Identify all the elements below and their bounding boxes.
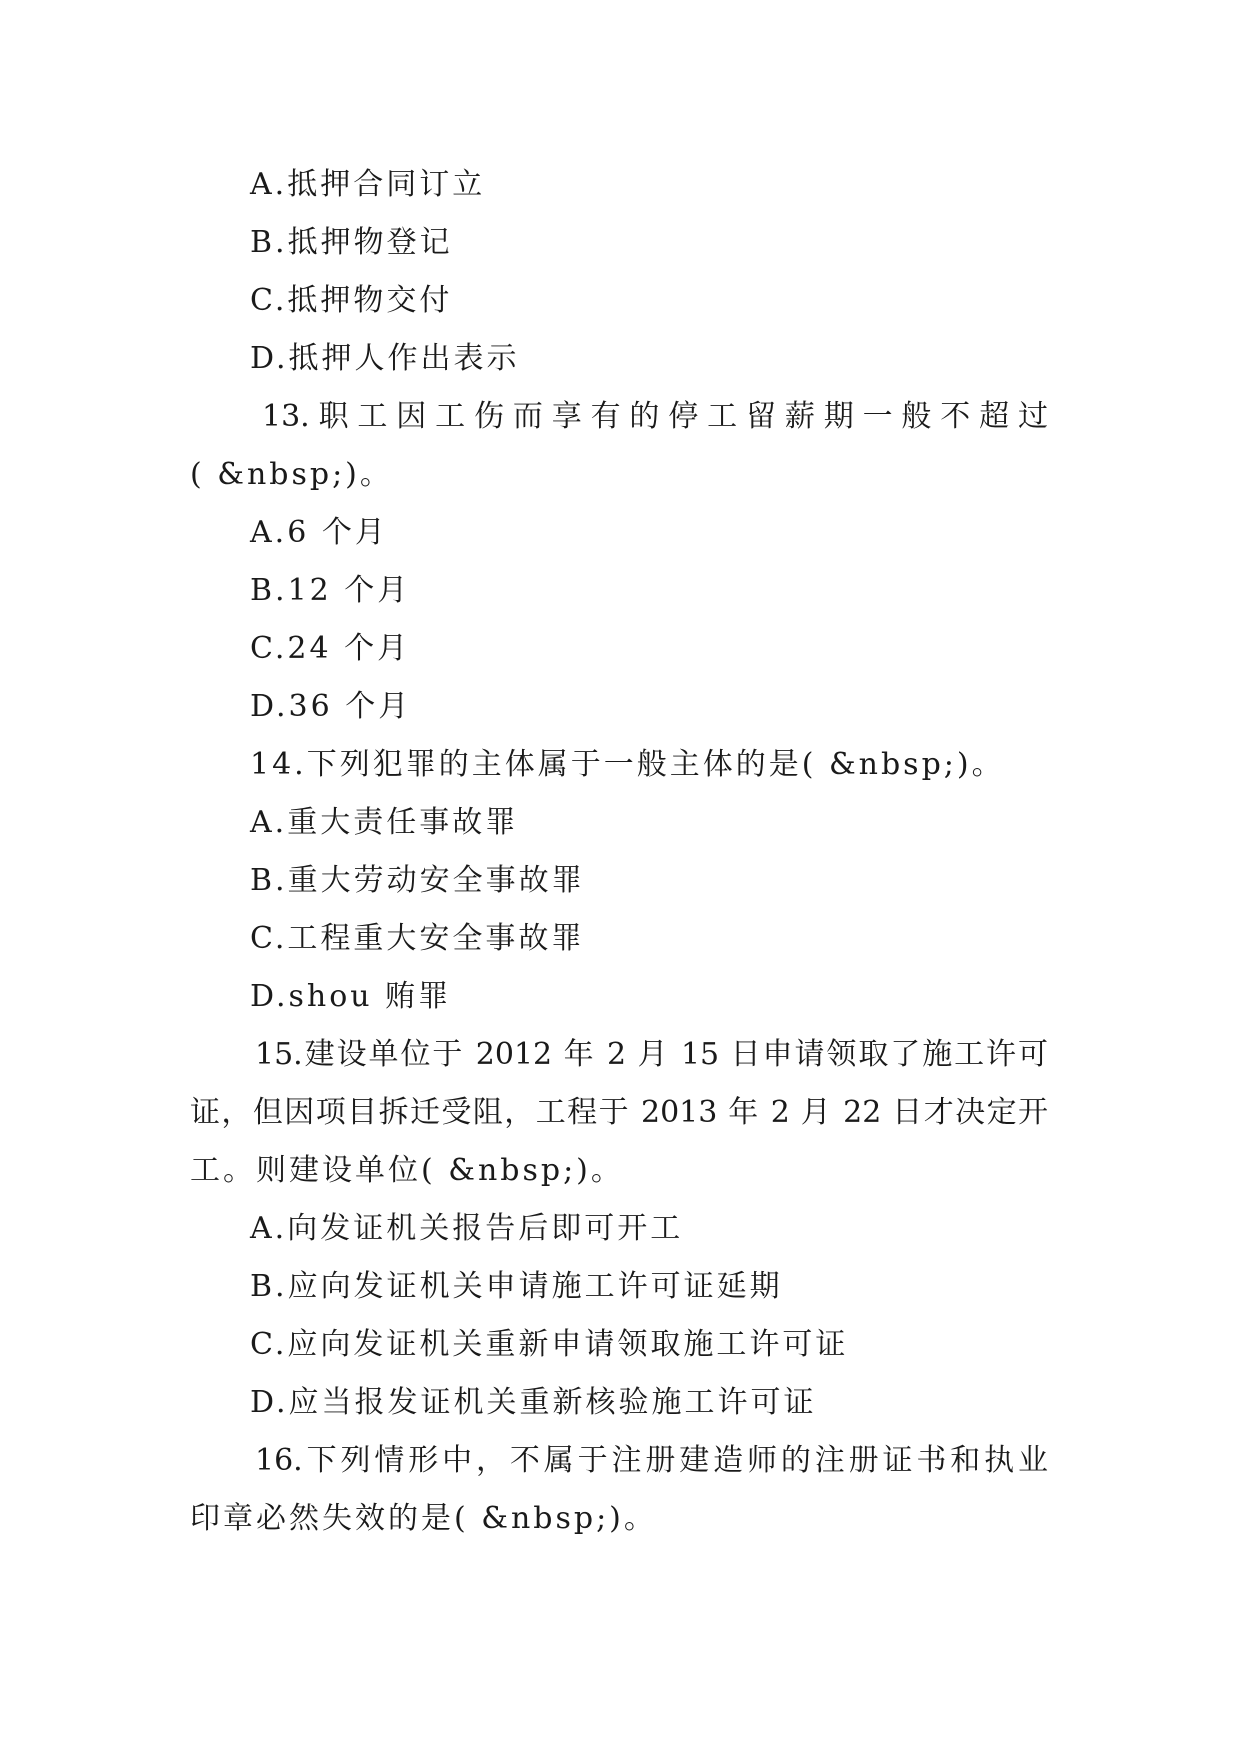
question-15-line-3: 工。则建设单位( &nbsp;)。 (190, 1153, 624, 1188)
option-b-q13: B.12 个月 (250, 573, 411, 608)
option-b-q15: B.应向发证机关申请施工许可证延期 (250, 1269, 783, 1304)
question-13-line-2: ( &nbsp;)。 (190, 457, 393, 492)
option-a-q12: A.抵押合同订立 (250, 167, 486, 202)
option-d-q14: D.shou 贿罪 (250, 979, 452, 1014)
option-d-q12: D.抵押人作出表示 (250, 341, 520, 376)
question-16-line-2: 印章必然失效的是( &nbsp;)。 (190, 1501, 657, 1536)
option-c-q14: C.工程重大安全事故罪 (250, 921, 585, 956)
question-16-line-1: 16.下列情形中，不属于注册建造师的注册证书和执业 (255, 1443, 1048, 1478)
question-13-line-1: 13.职工因工伤而享有的停工留薪期一般不超过 (262, 399, 1048, 434)
option-b-q14: B.重大劳动安全事故罪 (250, 863, 585, 898)
question-15-line-2: 证，但因项目拆迁受阻，工程于 2013 年 2 月 22 日才决定开 (190, 1095, 1048, 1130)
option-d-q13: D.36 个月 (250, 689, 412, 724)
option-a-q14: A.重大责任事故罪 (250, 805, 519, 840)
option-c-q12: C.抵押物交付 (250, 283, 453, 318)
question-15-line-1: 15.建设单位于 2012 年 2 月 15 日申请领取了施工许可 (255, 1037, 1048, 1072)
option-d-q15: D.应当报发证机关重新核验施工许可证 (250, 1385, 817, 1420)
option-c-q15: C.应向发证机关重新申请领取施工许可证 (250, 1327, 849, 1362)
option-a-q15: A.向发证机关报告后即可开工 (250, 1211, 684, 1246)
option-c-q13: C.24 个月 (250, 631, 411, 666)
option-b-q12: B.抵押物登记 (250, 225, 453, 260)
option-a-q13: A.6 个月 (250, 515, 388, 550)
question-14: 14.下列犯罪的主体属于一般主体的是( &nbsp;)。 (250, 747, 1005, 782)
